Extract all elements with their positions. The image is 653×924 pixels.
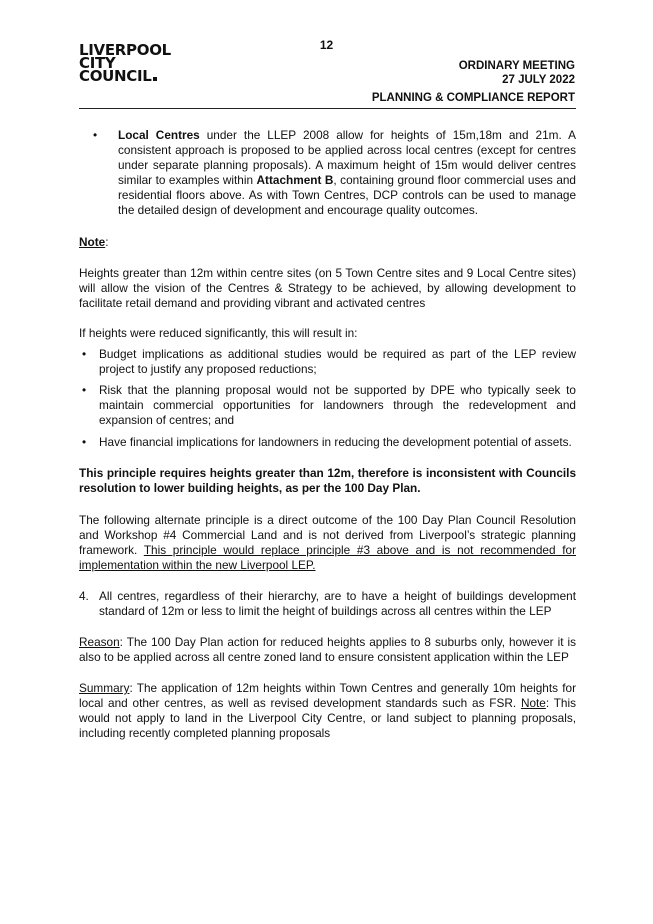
- bullet-text: Budget implications as additional studies would be required as part of the LEP review project to justify any proposed reductions;: [99, 347, 576, 376]
- document-body: [79, 128, 576, 741]
- alternate-underlined-text: This principle would replace principle #3 above and is not recommended for implementation within the new Liverpool LEP.: [79, 543, 576, 572]
- attachment-reference: Attachment B: [256, 173, 334, 187]
- note-label: Note: [79, 235, 106, 249]
- impact-bullet: [79, 347, 576, 377]
- bullet-text: Have financial implications for landowners in reducing the development potential of assets.: [99, 435, 572, 449]
- logo-line: [79, 67, 171, 85]
- logo-dot-icon: [153, 77, 157, 81]
- logo-line-text: COUNCIL: [79, 67, 152, 85]
- summary-text: : This would not apply to land in the Liverpool City Centre, or land subject to planning proposals, including recently completed planning proposals: [79, 696, 576, 740]
- summary-note-label: Note: [520, 696, 546, 710]
- principle-statement: This principle requires heights greater than 12m, therefore is inconsistent with Councils resolution to lower building heights, as per the 100 Day Plan.: [79, 466, 576, 495]
- reason-text: : The 100 Day Plan action for reduced heights applies to 8 suburbs only, however it is also to be applied across all centre zoned land to ensure consistent application within the LEP: [79, 635, 576, 664]
- item-number: 4.: [79, 589, 89, 603]
- logo-line: CITY: [79, 54, 116, 72]
- report-title: PLANNING & COMPLIANCE REPORT: [371, 92, 575, 104]
- summary-label: Summary: [79, 681, 130, 695]
- note-heading: [79, 235, 576, 250]
- principle-item-4: [79, 589, 576, 619]
- council-logo: [79, 41, 171, 85]
- item-text: All centres, regardless of their hierarchy, are to have a height of buildings development standard of 12m or less to limit the height of buildings across all centres within the LEP: [99, 589, 576, 618]
- note-colon: :: [105, 235, 109, 249]
- bullet-icon: •: [93, 128, 98, 142]
- bullet-icon: •: [82, 383, 87, 397]
- local-centres-bullet: [79, 128, 576, 218]
- reason-paragraph: [79, 635, 576, 665]
- local-centres-text: under the LLEP 2008 allow for heights of 15m,18m and 21m. A consistent approach is proposed to be applied across local centres (except for centres under separate planning proposals). A maximum height of 15m would deliver centres similar to examples within: [118, 128, 576, 187]
- impact-bullet: [79, 383, 576, 428]
- bullet-icon: •: [82, 435, 87, 449]
- impact-bullet: [79, 435, 576, 450]
- reason-label: Reason: [79, 635, 120, 649]
- summary-text: : The application of 12m heights within Town Centres and generally 10m heights for local and other centres, as well as revised development standards such as FSR.: [79, 681, 576, 710]
- summary-paragraph: [79, 681, 576, 741]
- meeting-title: ORDINARY MEETING: [458, 60, 575, 72]
- note-paragraph: Heights greater than 12m within centre sites (on 5 Town Centre sites and 9 Local Centre sites) will allow the vision of the Centres & Strategy to be achieved, by allowing development to facilitate retail demand and providing vibrant and activated centres: [79, 266, 576, 310]
- impact-intro: If heights were reduced significantly, this will result in:: [79, 326, 358, 340]
- bullet-icon: •: [82, 347, 87, 361]
- bullet-text: Risk that the planning proposal would not be supported by DPE who typically seek to maintain commercial opportunities for landowners through the redevelopment and expansion of centres; and: [99, 383, 576, 427]
- meeting-date: 27 JULY 2022: [502, 74, 575, 86]
- logo-line: LIVERPOOL: [79, 41, 171, 59]
- page-number: 12: [319, 38, 334, 52]
- local-centres-text: , containing ground floor commercial uses and residential floors above. As with Town Centres, DCP controls can be used to manage the detailed design of development and encourage quality outcomes.: [118, 173, 576, 217]
- local-centres-heading: Local Centres: [118, 128, 200, 142]
- alternate-principle-paragraph: [79, 513, 576, 573]
- alternate-text: The following alternate principle is a direct outcome of the 100 Day Plan Council Resolution and Workshop #4 Commercial Land and is not derived from Liverpool’s strategic planning framework.: [79, 513, 576, 557]
- header-rule: [79, 108, 576, 109]
